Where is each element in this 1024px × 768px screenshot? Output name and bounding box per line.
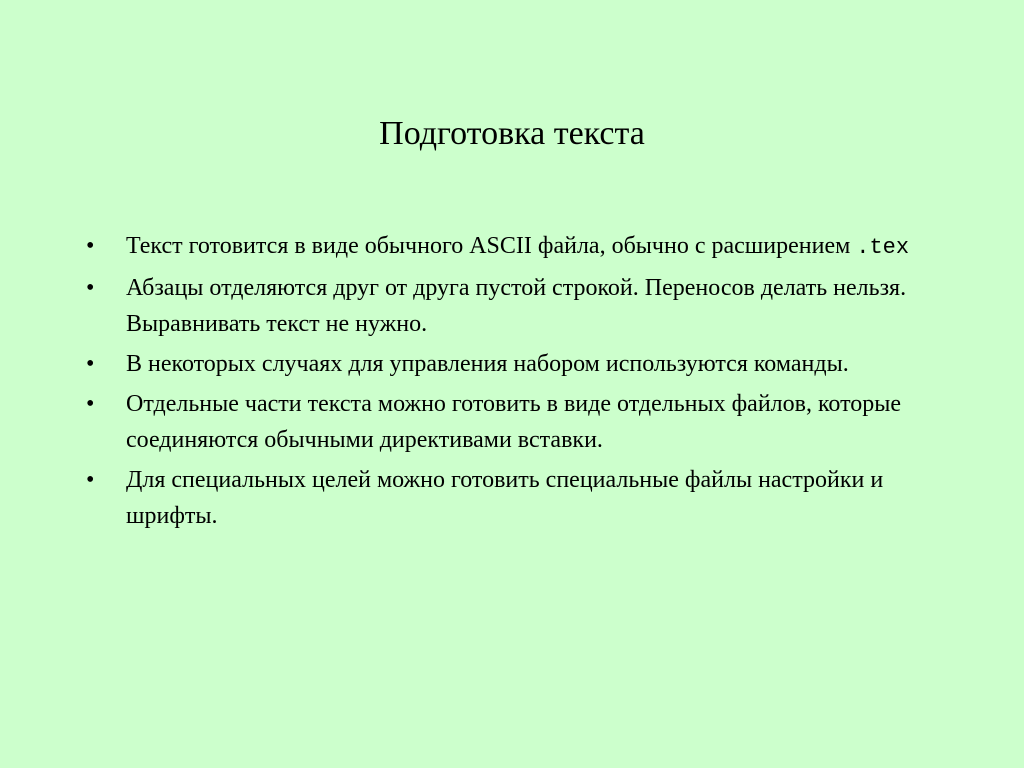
- slide-title: Подготовка текста: [379, 115, 645, 152]
- bullet-item: [86, 462, 946, 534]
- bullet-item: [86, 228, 946, 266]
- bullet-icon: •: [86, 275, 95, 301]
- bullet-text: Отдельные части текста можно готовить в виде отдельных файлов, которые соединяются обычными директивами вставки.: [126, 391, 902, 453]
- bullet-item: [86, 270, 946, 342]
- bullet-text: Для специальных целей можно готовить специальные файлы настройки и шрифты.: [126, 467, 884, 529]
- bullet-icon: •: [86, 233, 95, 259]
- bullet-icon: •: [86, 391, 95, 417]
- bullet-text: В некоторых случаях для управления набором используются команды.: [126, 351, 849, 377]
- bullet-text: Текст готовится в виде обычного ASCII файла, обычно с расширением: [126, 233, 851, 259]
- bullet-icon: •: [86, 351, 95, 377]
- bullet-text: Абзацы отделяются друг от друга пустой строкой. Переносов делать нельзя. Выравнивать текст не нужно.: [126, 275, 907, 337]
- bullet-item: [86, 346, 946, 382]
- bullet-list: [86, 228, 946, 538]
- bullet-icon: •: [86, 467, 95, 493]
- bullet-item: [86, 386, 946, 458]
- bullet-code: .tex: [856, 235, 910, 260]
